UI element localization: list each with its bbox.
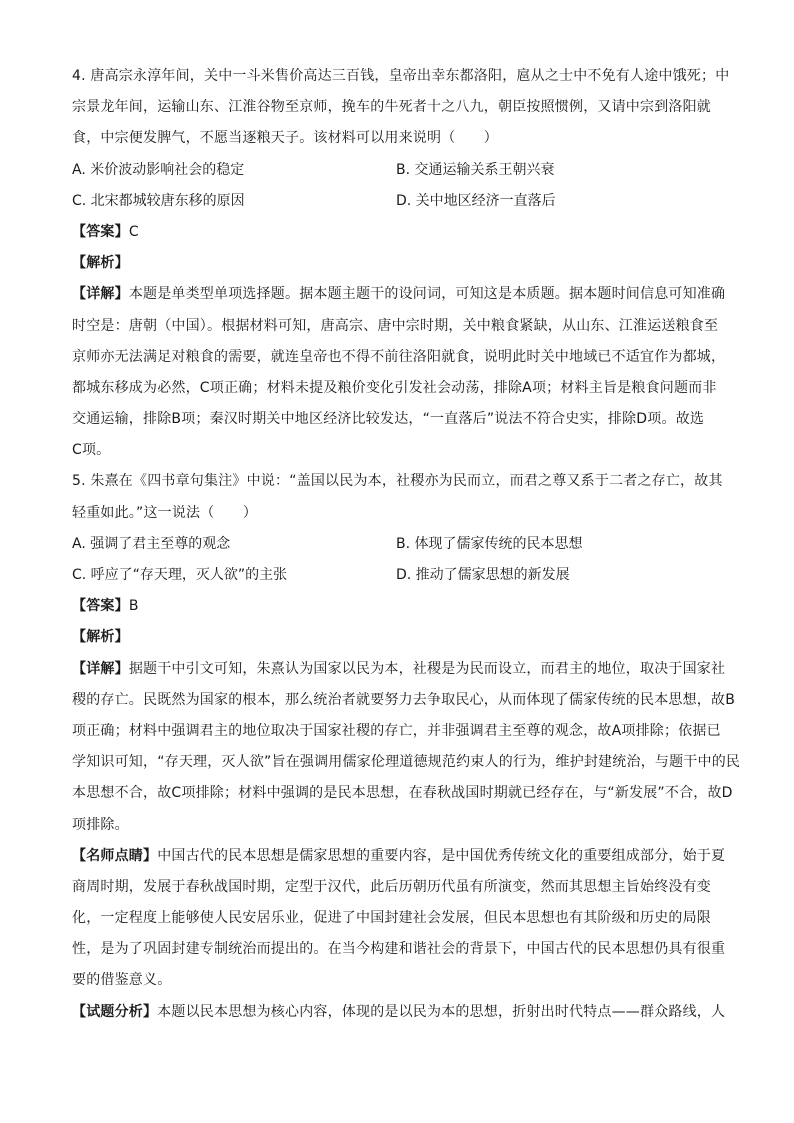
option-a: A. 米价波动影响社会的稳定 bbox=[72, 161, 245, 178]
option-a: A. 强调了君主至尊的观念 bbox=[72, 535, 231, 552]
test-line bbox=[72, 1002, 726, 1022]
question-4-options bbox=[72, 160, 722, 211]
detail-line bbox=[72, 284, 726, 304]
detail-line: 本思想不合，故C项排除；材料中强调的是民本思想，在春秋战国时期就已经存在，与“新发展”不合，故D bbox=[72, 785, 733, 802]
detail-line: C项。 bbox=[72, 442, 111, 459]
tip-line: 性，是为了巩固封建专制统治而提出的。在当今构建和谐社会的背景下，中国古代的民本思想仍具有很重 bbox=[72, 941, 726, 958]
question-5-analysis-heading bbox=[72, 627, 722, 647]
stem-line: 4. 唐高宗永淳年间，关中一斗米售价高达三百钱，皇帝出幸东都洛阳，扈从之士中不免有人途中饿死；中 bbox=[72, 68, 730, 84]
tip-text: 中国古代的民本思想是儒家思想的重要内容，是中国优秀传统文化的重要组成部分，始于夏 bbox=[157, 847, 726, 864]
tip-line bbox=[72, 846, 726, 866]
test-tag: 【试题分析】 bbox=[72, 1003, 158, 1020]
detail-line: 交通运输，排除B项；秦汉时期关中地区经济比较发达，“一直落后”说法不符合史实，排除D项。故选 bbox=[72, 411, 705, 428]
option-b: B. 体现了儒家传统的民本思想 bbox=[396, 535, 583, 552]
analysis-tag: 【解析】 bbox=[72, 629, 129, 646]
detail-text: 据题干中引文可知，朱熹认为国家以民为本，社稷是为民而设立，而君主的地位，取决于国家社 bbox=[128, 660, 726, 677]
detail-line: 学知识可知，“存天理，灭人欲”旨在强调用儒家伦理道德规范约束人的行为，维护封建统治，与题干中的民 bbox=[72, 754, 741, 771]
detail-line: 稷的存亡。民既然为国家的根本，那么统治者就要努力去争取民心，从而体现了儒家传统的民本思想，故B bbox=[72, 691, 736, 708]
option-d: D. 推动了儒家思想的新发展 bbox=[396, 567, 570, 583]
detail-line: 都城东移成为必然，C项正确；材料未提及粮价变化引发社会动荡，排除A项；材料主旨是粮食问题而非 bbox=[72, 379, 717, 396]
stem-line: 轻重如此。”这一说法（ ） bbox=[72, 504, 258, 521]
answer-tag: 【答案】 bbox=[72, 598, 129, 615]
answer-tag: 【答案】 bbox=[72, 223, 129, 240]
detail-text: 本题是单类型单项选择题。据本题主题干的设问词，可知这是本质题。据本题时间信息可知准确 bbox=[128, 286, 726, 303]
test-text: 本题以民本思想为核心内容，体现的是以民为本的思想，折射出时代特点——群众路线，人 bbox=[157, 1003, 726, 1020]
answer-value: C bbox=[128, 223, 139, 240]
stem-line: 食，中宗便发脾气，不愿当逐粮天子。该材料可以用来说明（ ） bbox=[72, 130, 498, 147]
question-5-answer bbox=[72, 596, 722, 616]
option-b: B. 交通运输关系王朝兴衰 bbox=[396, 161, 555, 178]
question-4-stem bbox=[72, 66, 730, 148]
question-5-detail bbox=[72, 659, 741, 835]
answer-value: B bbox=[128, 598, 139, 615]
question-4-detail bbox=[72, 284, 726, 460]
stem-line: 5. 朱熹在《四书章句集注》中说：“盖国以民为本，社稷亦为民而立，而君之尊又系于二者之存亡，故其 bbox=[72, 473, 723, 490]
option-c: C. 呼应了“存天理，灭人欲”的主张 bbox=[72, 567, 288, 583]
question-4-analysis-heading bbox=[72, 253, 722, 273]
detail-tag: 【详解】 bbox=[72, 286, 129, 303]
tip-line: 要的借鉴意义。 bbox=[72, 972, 172, 989]
detail-line: 时空是：唐朝（中国）。根据材料可知，唐高宗、唐中宗时期，关中粮食紧缺，从山东、江淮运送粮食至 bbox=[72, 317, 719, 334]
analysis-tag: 【解析】 bbox=[72, 255, 129, 272]
tip-line: 化，一定程度上能够使人民安居乐业，促进了中国封建社会发展，但民本思想也有其阶级和历史的局限 bbox=[72, 910, 711, 927]
question-5-teacher-tip bbox=[72, 846, 726, 991]
option-c: C. 北宋都城较唐东移的原因 bbox=[72, 192, 245, 209]
tip-tag: 【名师点睛】 bbox=[72, 847, 158, 864]
detail-line: 项正确；材料中强调君主的地位取决于国家社稷的存亡，并非强调君主至尊的观念，故A项排除；依据已 bbox=[72, 722, 721, 739]
question-5-stem bbox=[72, 471, 722, 522]
question-4-answer bbox=[72, 222, 722, 242]
tip-line: 商周时期，发展于春秋战国时期，定型于汉代，此后历朝历代虽有所演变，然而其思想主旨始终没有变 bbox=[72, 878, 711, 895]
detail-line: 京师亦无法满足对粮食的需要，就连皇帝也不得不前往洛阳就食，说明此时关中地域已不适宜作为都城， bbox=[72, 348, 726, 365]
question-5-test-analysis bbox=[72, 1002, 726, 1022]
detail-tag: 【详解】 bbox=[72, 660, 129, 677]
option-d: D. 关中地区经济一直落后 bbox=[396, 192, 556, 209]
stem-line: 宗景龙年间，运输山东、江淮谷物至京师，挽车的牛死者十之八九，朝臣按照惯例，又请中宗到洛阳就 bbox=[72, 99, 711, 116]
detail-line bbox=[72, 659, 726, 679]
detail-line: 项排除。 bbox=[72, 816, 129, 833]
question-5-options bbox=[72, 534, 722, 585]
